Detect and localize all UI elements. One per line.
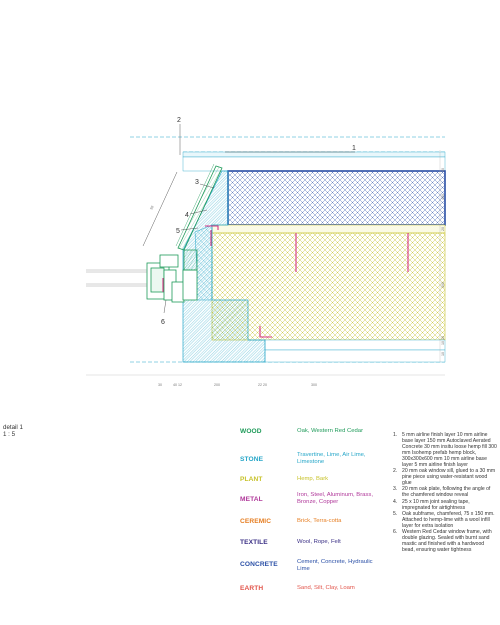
window-frame [147, 250, 197, 302]
dim-right-6: 10 [441, 352, 445, 356]
note-item [393, 499, 497, 511]
hemp-fill-band [212, 225, 445, 233]
note-text: Oak subframe, chamfered, 75 x 150 mm. Attached to hemp-lime with a wool infill layer for extra isolation [402, 510, 495, 529]
legend-materials: Iron, Steel, Aluminum, Brass, Bronze, Copper [297, 492, 373, 505]
dim-right-3: 20 [441, 227, 445, 231]
callout-1: 1 [352, 145, 356, 152]
note-text: 20 mm oak plate, following the angle of the chamfered window reveal [402, 486, 491, 499]
legend-category: CONCRETE [240, 561, 278, 568]
callout-3: 3 [195, 179, 199, 186]
legend-materials: Wool, Rope, Felt [297, 539, 341, 545]
note-item [393, 432, 497, 468]
legend-category: PLANT [240, 476, 263, 483]
note-number: 4. [393, 498, 398, 505]
note-item [393, 468, 497, 486]
detail-scale: 1 : 5 [3, 431, 16, 439]
note-text: 25 x 10 mm joint sealing tape, impregnated for airtightness [402, 498, 470, 511]
double-glazing [86, 270, 147, 286]
note-number: 6. [393, 528, 398, 535]
callout-4: 4 [185, 212, 189, 219]
legend-category: CEREMIC [240, 518, 272, 525]
legend-category: STONE [240, 456, 264, 463]
note-text: Western Red Cedar window frame, with double glazing. Sealed with burnt sand mastic and finished with a hardwood bead, ensuring water tightness [402, 528, 492, 553]
legend-category: METAL [240, 496, 263, 503]
legend-category: EARTH [240, 585, 264, 592]
dim-bottom-4: 22 20 [258, 383, 267, 387]
note-number: 5. [393, 510, 398, 517]
note-text: 5 mm airline finish layer 10 mm airline base layer 150 mm Autoclaved Aerated Concrete 30 mm insitu loose hemp fill 300 mm Isohemp prefab hemp block, 300x300x600 mm 10 mm airline base layer 5 mm airline finish layer [402, 432, 497, 469]
callout-6: 6 [161, 319, 165, 326]
legend-category: TEXTILE [240, 539, 268, 546]
note-number: 1. [393, 432, 398, 438]
note-item [393, 511, 497, 529]
dim-bottom-2: 40 12 [173, 383, 182, 387]
aerated-concrete-layer [228, 171, 445, 225]
dim-right-2: 400 [441, 194, 445, 200]
legend-materials: Hemp, Bark [297, 476, 329, 482]
legend-category: WOOD [240, 428, 262, 435]
wall-bottom-layers [248, 340, 445, 362]
dim-bottom-1: 30 [158, 383, 162, 387]
legend-materials: Brick, Terra-cotta [297, 518, 342, 524]
note-text: 20 mm oak window sill, glued to a 30 mm pine piece using water-resistant wood glue [402, 468, 496, 487]
dim-right-5: 10 10 [441, 336, 445, 345]
callout-2: 2 [177, 117, 181, 124]
detail-caption [3, 424, 23, 439]
dim-right-1: 10 [441, 168, 445, 172]
construction-notes [393, 432, 497, 553]
legend-materials: Sand, Silt, Clay, Loam [297, 585, 355, 591]
legend-materials: Oak, Western Red Cedar [297, 428, 364, 434]
dim-oblique: 50 [149, 205, 155, 211]
dim-bottom-3: 200 [214, 383, 220, 387]
note-item [393, 529, 497, 553]
detail-title: detail 1 [3, 424, 23, 431]
note-item [393, 486, 497, 498]
dim-bottom-5: 300 [311, 383, 317, 387]
legend-materials: Travertine, Lime, Air Lime, Limestone [297, 452, 366, 465]
note-number: 3. [393, 486, 398, 493]
dim-right-4: 300 [441, 282, 445, 288]
note-number: 2. [393, 468, 398, 475]
legend-materials: Cement, Concrete, Hydraulic Lime [297, 559, 373, 572]
callout-5: 5 [176, 228, 180, 235]
reveal-infill [195, 225, 212, 300]
